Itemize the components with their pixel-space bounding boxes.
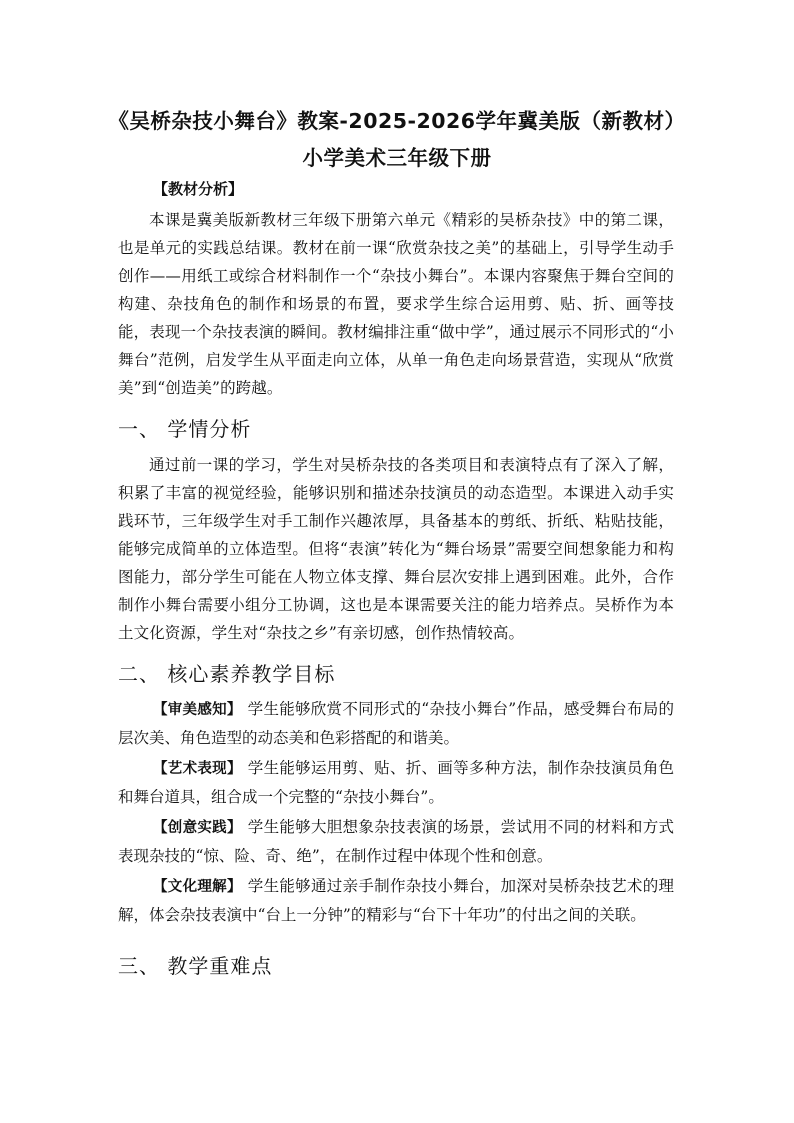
goal-label: 【文化理解】 xyxy=(153,879,242,895)
goal-text: 学生能够通过亲手制作杂技小舞台，加深对吴桥杂技艺术的理解，体会杂技表演中“台上一分钟”的精彩与“台下十年功”的付出之间的关联。 xyxy=(118,877,674,924)
goal-text: 学生能够运用剪、贴、折、画等多种方法，制作杂技演员角色和舞台道具，组合成一个完整的“杂技小舞台”。 xyxy=(118,759,674,806)
goal-text: 学生能够大胆想象杂技表演的场景，尝试用不同的材料和方式表现杂技的“惊、险、奇、绝”，在制作过程中体现个性和创意。 xyxy=(118,818,674,865)
document-subtitle: 小学美术三年级下册 xyxy=(302,146,492,170)
goal-artistic-expression xyxy=(118,754,674,811)
goal-text: 学生能够欣赏不同形式的“杂技小舞台”作品，感受舞台布局的层次美、角色造型的动态美和色彩搭配的和谐美。 xyxy=(118,700,675,747)
goal-label: 【创意实践】 xyxy=(153,820,242,836)
goal-creative-practice xyxy=(118,813,674,870)
textbook-analysis-label: 【教材分析】 xyxy=(153,180,244,198)
learning-analysis-paragraph: 通过前一课的学习，学生对吴桥杂技的各类项目和表演特点有了深入了解，积累了丰富的视觉经验，能够识别和描述杂技演员的动态造型。本课进入动手实践环节，三年级学生对手工制作兴趣浓厚，具备基本的剪纸、折纸、粘贴技能，能够完成简单的立体造型。但将“表演”转化为“舞台场景”需要空间想象能力和构图能力，部分学生可能在人物立体支撑、舞台层次安排上遇到困难。此外，合作制作小舞台需要小组分工协调，这也是本课需要关注的能力培养点。吴桥作为本土文化资源，学生对“杂技之乡”有亲切感，创作热情较高。 xyxy=(118,456,674,642)
section-heading-learning-analysis: 一、 学情分析 xyxy=(118,417,252,441)
document-title: 《吴桥杂技小舞台》教案-2025-2026学年冀美版（新教材） xyxy=(108,109,686,133)
goal-label: 【审美感知】 xyxy=(153,702,242,718)
section-heading-core-goals: 二、 核心素养教学目标 xyxy=(118,662,336,686)
goal-cultural-understanding xyxy=(118,872,674,929)
section-heading-key-difficulties: 三、 教学重难点 xyxy=(118,954,273,978)
goal-aesthetic-perception xyxy=(118,695,674,752)
goal-label: 【艺术表现】 xyxy=(153,761,242,777)
textbook-analysis-paragraph: 本课是冀美版新教材三年级下册第六单元《精彩的吴桥杂技》中的第二课，也是单元的实践总结课。教材在前一课“欣赏杂技之美”的基础上，引导学生动手创作——用纸工或综合材料制作一个“杂技小舞台”。本课内容聚焦于舞台空间的构建、杂技角色的制作和场景的布置，要求学生综合运用剪、贴、折、画等技能，表现一个杂技表演的瞬间。教材编排注重“做中学”，通过展示不同形式的“小舞台”范例，启发学生从平面走向立体，从单一角色走向场景营造，实现从“欣赏美”到“创造美”的跨越。 xyxy=(118,211,674,397)
